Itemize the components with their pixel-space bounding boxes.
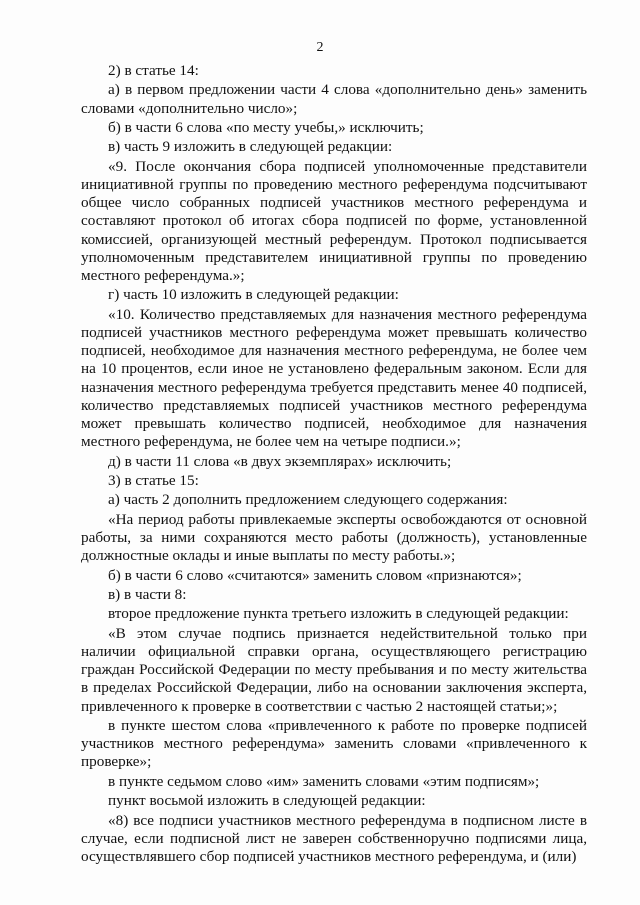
paragraph-point-3-intro: второе предложение пункта третьего изложить в следующей редакции: — [108, 605, 569, 623]
paragraph-14-a: а) в первом предложении части 4 слова «дополнительно день» заменить словами «дополнительно число»; — [81, 81, 587, 117]
paragraph-point-8-text: «8) все подписи участников местного референдума в подписном листе в случае, если подписной лист не заверен собственноручно подписями лица, осуществлявшего сбор подписей участников местного референдума, и (или) — [81, 811, 587, 865]
paragraph-point-3-text: «В этом случае подпись признается недействительной только при наличии официальной справки органа, осуществляющего регистрацию граждан Российской Федерации по месту пребывания и по месту жительства в пределах Российской Федерации, либо на основании заключения эксперта, привлеченного к проверке в соответствии с частью 2 настоящей статьи;»; — [81, 624, 587, 715]
paragraph-14-v: в) часть 9 изложить в следующей редакции: — [108, 138, 393, 156]
paragraph-14-b: б) в части 6 слова «по месту учебы,» исключить; — [108, 118, 424, 136]
paragraph-15-v: в) в части 8: — [108, 585, 187, 603]
paragraph-experts-text: «На период работы привлекаемые эксперты освобождаются от основной работы, за ними сохраняются место работы (должность), установленные должностные оклады и иные выплаты по месту работы.»; — [81, 510, 587, 565]
paragraph-14-g: г) часть 10 изложить в следующей редакции: — [108, 286, 399, 304]
paragraph-point-7: в пункте седьмом слово «им» заменить словами «этим подписям»; — [108, 772, 540, 790]
paragraph-article-15-heading: 3) в статье 15: — [108, 471, 199, 489]
document-body — [81, 62, 587, 866]
paragraph-part-10-text: «10. Количество представляемых для назначения местного референдума подписей участников местного референдума может превышать количество подписей, необходимое для назначения местного референдума, не более чем на 10 процентов, если иное не установлено федеральным законом. Если для назначения местного референдума требуется представить менее 40 подписей, количество представляемых подписей участников местного референдума может превышать количество подписей, необходимое для назначения местного референдума, не более чем на четыре подписи.»; — [81, 305, 587, 451]
paragraph-point-6: в пункте шестом слова «привлеченного к работе по проверке подписей участников местного референдума» заменить словами «привлеченного к проверке»; — [81, 716, 587, 771]
paragraph-14-d: д) в части 11 слова «в двух экземплярах» исключить; — [108, 452, 452, 470]
page-number: 2 — [316, 40, 324, 55]
paragraph-15-b: б) в части 6 слово «считаются» заменить словом «признаются»; — [108, 566, 522, 584]
paragraph-15-a: а) часть 2 дополнить предложением следующего содержания: — [108, 491, 508, 509]
paragraph-article-14-heading: 2) в статье 14: — [108, 62, 199, 79]
paragraph-part-9-text: «9. После окончания сбора подписей уполномоченные представители инициативной группы по проведению местного референдума подсчитывают общее число собранных подписей участников местного референдума и составляют протокол об итогах сбора подписей по форме, установленной комиссией, организующей местный референдум. Протокол подписывается уполномоченным представителем инициативной группы по проведению местного референдума.»; — [81, 157, 587, 284]
paragraph-point-8-intro: пункт восьмой изложить в следующей редакции: — [108, 792, 426, 810]
